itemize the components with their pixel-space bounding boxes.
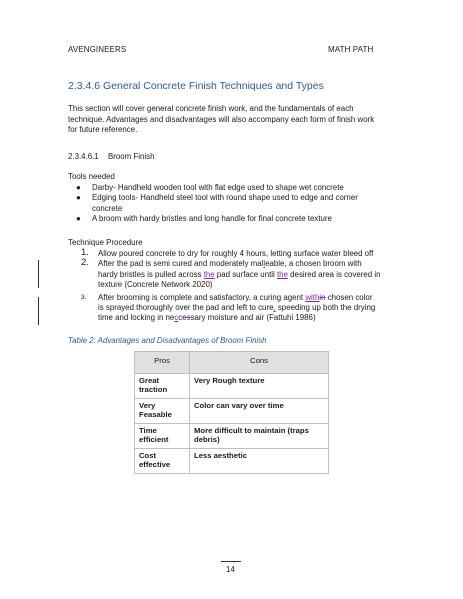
step-line: hardy bristles is pulled across the pad surface until the desired area is covered in bbox=[98, 269, 381, 279]
pro-cell bbox=[135, 399, 190, 424]
list-item bbox=[68, 214, 398, 224]
page-number: 14 bbox=[226, 565, 235, 574]
tools-heading: Tools needed bbox=[68, 172, 115, 181]
table-row bbox=[135, 449, 329, 474]
cell-line: Less aesthetic bbox=[194, 451, 247, 460]
table-row bbox=[135, 399, 329, 424]
subsection-heading bbox=[68, 152, 154, 161]
header-left: AVENGINEERS bbox=[68, 45, 127, 54]
list-item-text: concrete bbox=[92, 203, 123, 213]
con-cell bbox=[190, 374, 329, 399]
header-right: MATH PATH bbox=[328, 45, 374, 54]
table-row bbox=[135, 374, 329, 399]
intro-line: technique. Advantages and disadvantages will also accompany each form of finish work bbox=[68, 114, 375, 124]
con-cell bbox=[190, 399, 329, 424]
table-row bbox=[135, 424, 329, 449]
cell-line: efficient bbox=[139, 435, 169, 444]
list-item bbox=[68, 193, 398, 214]
procedure-step bbox=[68, 249, 408, 259]
column-header-pros: Pros bbox=[135, 352, 190, 374]
pro-cell bbox=[135, 424, 190, 449]
step-line: After brooming is complete and satisfactory, a curing agent within chosen color bbox=[98, 292, 373, 302]
procedure-step bbox=[68, 259, 408, 290]
change-bar bbox=[38, 297, 39, 325]
column-header-cons: Cons bbox=[190, 352, 329, 374]
con-cell bbox=[190, 449, 329, 474]
pro-cell bbox=[135, 374, 190, 399]
procedure-heading: Technique Procedure bbox=[68, 238, 143, 247]
intro-paragraph bbox=[68, 104, 398, 136]
cell-line: More difficult to maintain (traps bbox=[194, 426, 309, 435]
pro-cell bbox=[135, 449, 190, 474]
cell-line: Cost bbox=[139, 451, 157, 460]
cell-line: Very bbox=[139, 401, 156, 410]
cell-line: effective bbox=[139, 460, 171, 469]
cell-line: Great bbox=[139, 376, 160, 385]
cell-line: traction bbox=[139, 385, 168, 394]
footer-rule bbox=[221, 561, 241, 562]
tools-list bbox=[68, 183, 398, 225]
bullet-icon: ● bbox=[76, 193, 81, 203]
pros-cons-table bbox=[134, 351, 329, 474]
change-bar bbox=[38, 260, 39, 288]
step-line: time and locking in neccessary moisture and air (Fattuhi 1986) bbox=[98, 313, 316, 323]
intro-line: This section will cover general concrete finish work, and the fundamentals of each bbox=[68, 104, 354, 113]
step-line: After the pad is semi cured and moderately malleable, a chosen broom with bbox=[98, 259, 362, 269]
cell-line: Very Rough texture bbox=[194, 376, 265, 385]
step-line: texture (Concrete Network 2020) bbox=[98, 280, 213, 290]
list-item bbox=[68, 183, 398, 193]
procedure-step bbox=[68, 293, 408, 324]
cell-line: Feasable bbox=[139, 410, 172, 419]
cell-line: Time bbox=[139, 426, 157, 435]
list-item-text: Edging tools- Handheld steel tool with round shape used to edge and corner bbox=[92, 193, 358, 203]
step-line: is sprayed thoroughly over the pad and left to cure, speeding up both the drying bbox=[98, 303, 376, 313]
step-number: 1. bbox=[81, 247, 89, 258]
table-header-row bbox=[135, 352, 329, 374]
step-line: Allow poured concrete to dry for roughly 4 hours, letting surface water bleed off bbox=[98, 249, 374, 258]
list-item-text: A broom with hardy bristles and long handle for final concrete texture bbox=[92, 214, 332, 224]
bullet-icon: ● bbox=[76, 214, 81, 224]
cell-line: Color can vary over time bbox=[194, 401, 284, 410]
intro-line: for future reference. bbox=[68, 125, 138, 135]
bullet-icon: ● bbox=[76, 183, 81, 192]
cell-line: debris) bbox=[194, 435, 220, 444]
subsection-title: Broom Finish bbox=[108, 152, 155, 161]
step-number: 2. bbox=[81, 257, 89, 269]
procedure-steps bbox=[68, 249, 408, 324]
step-number: 3. bbox=[81, 293, 87, 301]
list-item-text: Darby- Handheld wooden tool with flat edge used to shape wet concrete bbox=[92, 183, 344, 192]
table-caption: Table 2: Advantages and Disadvantages of Broom Finish bbox=[68, 336, 267, 345]
subsection-number: 2.3.4.6.1 bbox=[68, 152, 99, 161]
con-cell bbox=[190, 424, 329, 449]
section-title: 2.3.4.6 General Concrete Finish Techniques and Types bbox=[68, 80, 324, 92]
